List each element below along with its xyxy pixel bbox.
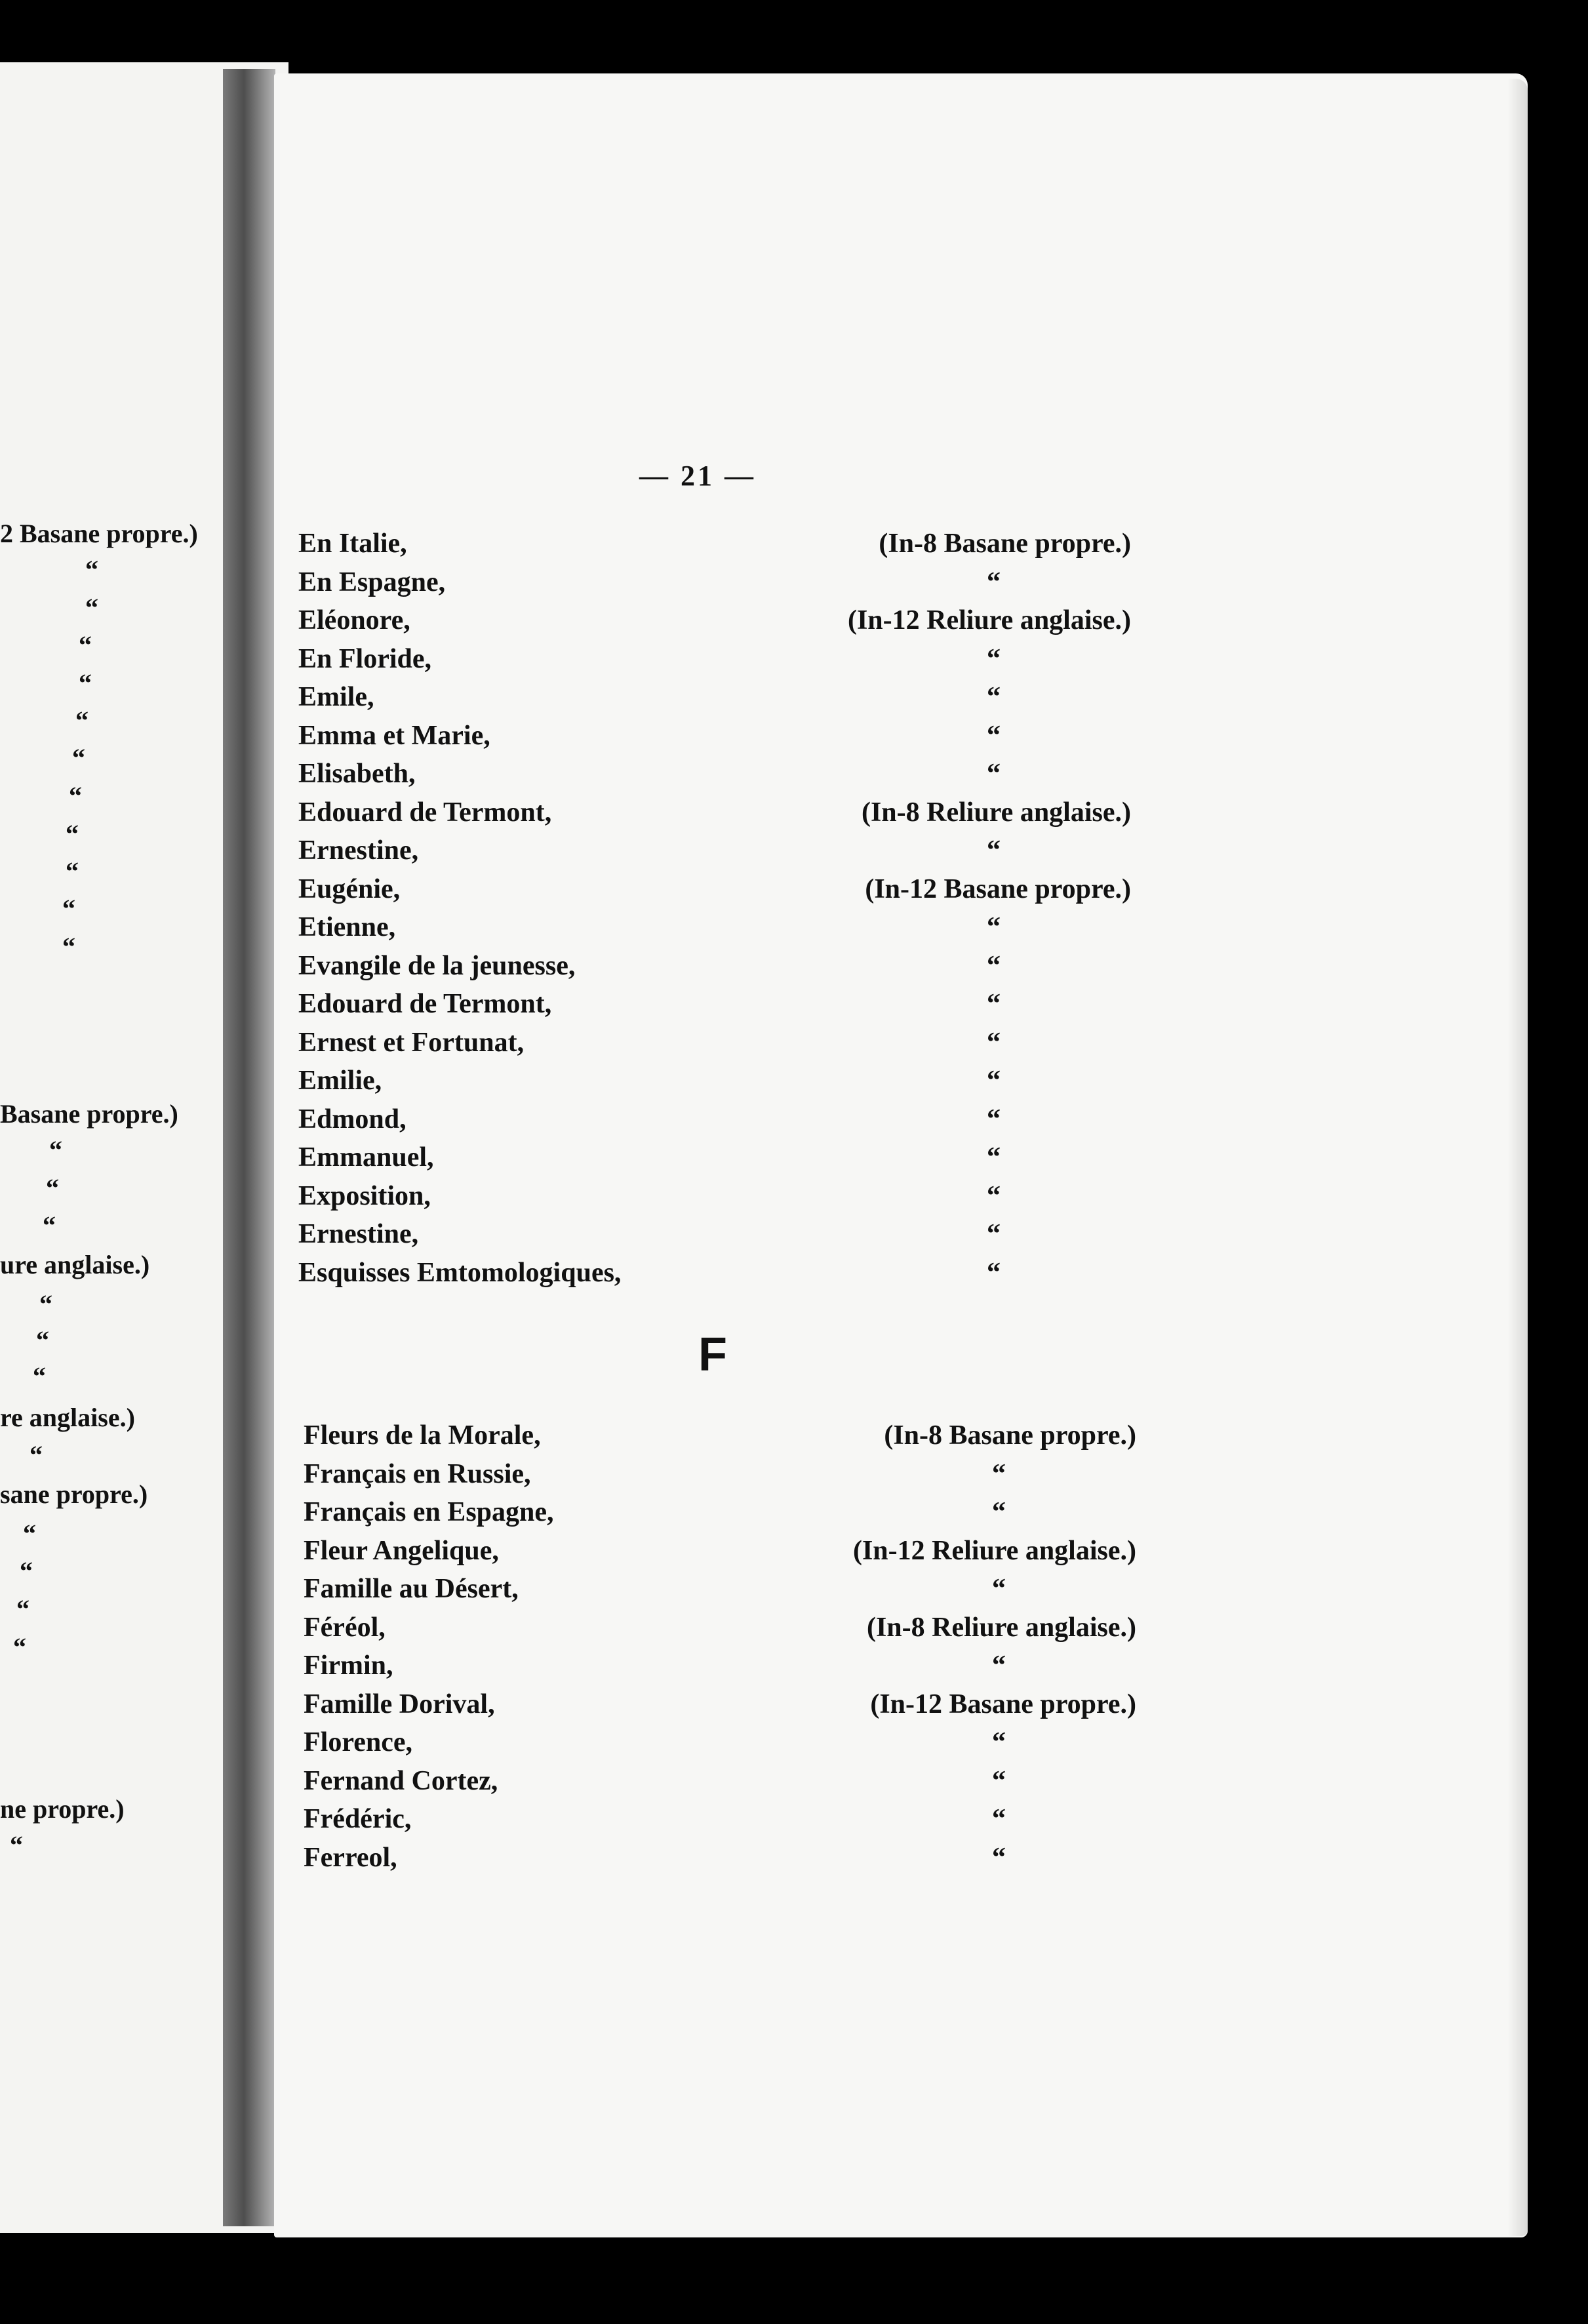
left-page-line: “ xyxy=(69,781,82,811)
catalog-entry xyxy=(304,1723,1136,1762)
entry-title: Fleur Angelique, xyxy=(304,1535,499,1566)
entry-title: En Espagne, xyxy=(298,567,446,597)
ditto-mark: “ xyxy=(992,1458,1006,1489)
catalog-entry xyxy=(298,947,1131,986)
section-e-list xyxy=(298,525,1131,1292)
entry-title: Emma et Marie, xyxy=(298,720,490,751)
page-number: — 21 — xyxy=(639,460,756,492)
left-page-line: 2 Basane propre.) xyxy=(0,519,198,548)
left-page-line: “ xyxy=(49,1135,62,1165)
catalog-entry xyxy=(298,1138,1131,1177)
ditto-mark: “ xyxy=(987,989,1001,1019)
ditto-mark: “ xyxy=(987,1180,1001,1211)
catalog-entry xyxy=(304,1762,1136,1801)
left-page-line: “ xyxy=(85,555,98,584)
catalog-entry xyxy=(304,1416,1136,1455)
catalog-entry xyxy=(298,985,1131,1024)
ditto-mark: “ xyxy=(987,1219,1001,1249)
catalog-entry xyxy=(304,1570,1136,1609)
catalog-entry xyxy=(298,1254,1131,1292)
left-page-line: re anglaise.) xyxy=(0,1403,135,1432)
left-page-line: “ xyxy=(10,1830,23,1860)
catalog-entry xyxy=(298,755,1131,793)
entry-title: Famille au Désert, xyxy=(304,1574,519,1604)
catalog-entry xyxy=(298,525,1131,563)
catalog-entry xyxy=(304,1532,1136,1571)
catalog-entry xyxy=(298,1100,1131,1139)
section-letter-f: F xyxy=(698,1329,727,1381)
entry-binding: (In-8 Basane propre.) xyxy=(884,1420,1136,1451)
ditto-mark: “ xyxy=(987,759,1001,789)
left-page-line: sane propre.) xyxy=(0,1479,148,1509)
ditto-mark: “ xyxy=(987,1257,1001,1288)
ditto-mark: “ xyxy=(992,1651,1006,1681)
left-page-line: “ xyxy=(66,856,79,886)
ditto-mark: “ xyxy=(992,1574,1006,1604)
left-page-line: “ xyxy=(75,706,89,735)
catalog-entry xyxy=(298,1024,1131,1062)
catalog-entry xyxy=(304,1685,1136,1724)
ditto-mark: “ xyxy=(987,950,1001,981)
ditto-mark: “ xyxy=(992,1497,1006,1527)
entry-binding: (In-12 Reliure anglaise.) xyxy=(852,1535,1136,1566)
entry-title: Emmanuel, xyxy=(298,1142,434,1172)
left-page-line: “ xyxy=(66,819,79,849)
entry-title: Fernand Cortez, xyxy=(304,1765,498,1796)
catalog-entry xyxy=(304,1609,1136,1647)
left-page-line: “ xyxy=(33,1361,46,1391)
catalog-entry xyxy=(298,717,1131,755)
left-page-line: “ xyxy=(85,593,98,622)
left-page-line: Basane propre.) xyxy=(0,1099,178,1129)
entry-title: Féréol, xyxy=(304,1612,386,1643)
catalog-entry xyxy=(298,563,1131,602)
left-page-line: “ xyxy=(79,668,92,698)
left-page-line: “ xyxy=(46,1173,59,1203)
entry-title: Etienne, xyxy=(298,912,396,942)
catalog-entry xyxy=(298,640,1131,679)
ditto-mark: “ xyxy=(987,1066,1001,1096)
entry-title: Frédéric, xyxy=(304,1804,412,1834)
entry-title: Ernestine, xyxy=(298,835,419,866)
catalog-entry xyxy=(304,1493,1136,1532)
ditto-mark: “ xyxy=(987,1142,1001,1172)
catalog-entry xyxy=(298,1215,1131,1254)
ditto-mark: “ xyxy=(987,1104,1001,1134)
entry-binding: (In-12 Basane propre.) xyxy=(870,1689,1136,1719)
catalog-entry xyxy=(298,831,1131,870)
catalog-entry xyxy=(304,1839,1136,1877)
ditto-mark: “ xyxy=(987,682,1001,712)
entry-title: Fleurs de la Morale, xyxy=(304,1420,541,1451)
entry-binding: (In-12 Reliure anglaise.) xyxy=(847,605,1131,635)
entry-title: Eugénie, xyxy=(298,873,401,904)
entry-title: Edmond, xyxy=(298,1104,407,1134)
ditto-mark: “ xyxy=(992,1727,1006,1757)
entry-title: Ernest et Fortunat, xyxy=(298,1027,525,1058)
left-page-line: “ xyxy=(39,1289,52,1319)
entry-title: Esquisses Emtomologiques, xyxy=(298,1257,622,1288)
left-page-line: “ xyxy=(30,1440,43,1470)
entry-binding: (In-8 Reliure anglaise.) xyxy=(866,1612,1136,1643)
catalog-entry xyxy=(298,678,1131,717)
entry-title: Ferreol, xyxy=(304,1842,397,1873)
entry-title: Elisabeth, xyxy=(298,759,416,789)
catalog-entry xyxy=(304,1455,1136,1494)
left-page-line: “ xyxy=(23,1519,36,1548)
page-edge xyxy=(1508,79,1528,2236)
catalog-entry xyxy=(298,908,1131,947)
entry-binding: (In-8 Reliure anglaise.) xyxy=(861,797,1131,828)
entry-title: Edouard de Termont, xyxy=(298,989,552,1019)
catalog-entry xyxy=(298,1177,1131,1216)
catalog-entry xyxy=(298,793,1131,832)
left-page-line: “ xyxy=(62,894,75,923)
catalog-entry xyxy=(298,601,1131,640)
left-page-line: “ xyxy=(72,743,85,772)
ditto-mark: “ xyxy=(992,1804,1006,1834)
catalog-entry xyxy=(304,1800,1136,1839)
ditto-mark: “ xyxy=(987,720,1001,751)
left-page-line: “ xyxy=(16,1594,30,1624)
catalog-entry xyxy=(298,1062,1131,1100)
entry-title: Florence, xyxy=(304,1727,412,1757)
entry-title: En Floride, xyxy=(298,643,432,674)
entry-title: Exposition, xyxy=(298,1180,431,1211)
left-page-line: ne propre.) xyxy=(0,1794,125,1824)
section-f-list xyxy=(304,1416,1136,1877)
catalog-entry xyxy=(304,1647,1136,1685)
ditto-mark: “ xyxy=(987,567,1001,597)
left-page-line: “ xyxy=(79,630,92,660)
book-spine xyxy=(223,69,275,2226)
ditto-mark: “ xyxy=(992,1842,1006,1873)
ditto-mark: “ xyxy=(987,643,1001,674)
ditto-mark: “ xyxy=(987,1027,1001,1058)
entry-title: En Italie, xyxy=(298,529,407,559)
entry-title: Ernestine, xyxy=(298,1219,419,1249)
entry-title: Eléonore, xyxy=(298,605,410,635)
entry-binding: (In-12 Basane propre.) xyxy=(865,873,1131,904)
entry-title: Evangile de la jeunesse, xyxy=(298,950,576,981)
entry-title: Edouard de Termont, xyxy=(298,797,552,828)
entry-title: Emilie, xyxy=(298,1066,382,1096)
entry-title: Français en Espagne, xyxy=(304,1497,554,1527)
ditto-mark: “ xyxy=(987,835,1001,866)
entry-title: Firmin, xyxy=(304,1651,393,1681)
left-page-line: ure anglaise.) xyxy=(0,1250,150,1279)
left-page-line: “ xyxy=(20,1556,33,1586)
entry-title: Famille Dorival, xyxy=(304,1689,495,1719)
left-page-line: “ xyxy=(43,1211,56,1240)
entry-binding: (In-8 Basane propre.) xyxy=(879,529,1131,559)
entry-title: Emile, xyxy=(298,682,374,712)
ditto-mark: “ xyxy=(987,912,1001,942)
entry-title: Français en Russie, xyxy=(304,1458,531,1489)
catalog-entry xyxy=(298,870,1131,909)
left-page-line: “ xyxy=(62,932,75,961)
left-page-line: “ xyxy=(36,1325,49,1355)
left-page-line: “ xyxy=(13,1632,26,1662)
ditto-mark: “ xyxy=(992,1765,1006,1796)
